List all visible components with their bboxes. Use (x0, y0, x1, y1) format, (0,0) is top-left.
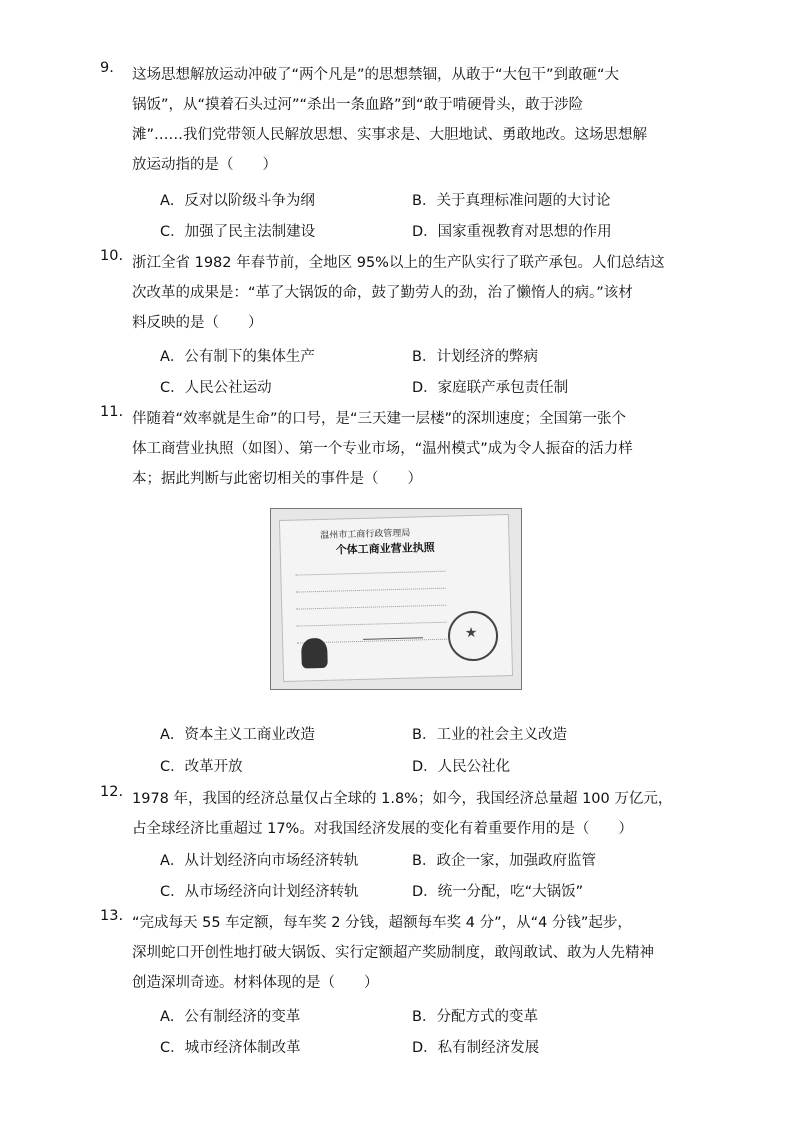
question-text-line: 伴随着“效率就是生命”的口号，是“三天建一层楼”的深圳速度；全国第一张个 (132, 411, 627, 427)
question-text-line: “完成每天 55 车定额，每车奖 2 分钱，超额每车奖 4 分”，从“4 分钱”起步， (132, 915, 632, 931)
question-text-line: 放运动指的是（ ） (132, 157, 277, 173)
option-a: A．从计划经济向市场经济转轨 (160, 853, 359, 869)
option-d: D．统一分配，吃“大锅饭” (412, 884, 584, 900)
question-number: 10. (100, 248, 124, 264)
option-d: D．人民公社化 (412, 759, 511, 775)
option-b: B．分配方式的变革 (412, 1009, 538, 1025)
option-c: C．从市场经济向计划经济转轨 (160, 884, 359, 900)
question-10 (100, 248, 672, 338)
option-d: D．家庭联产承包责任制 (412, 380, 569, 396)
question-text-line: 料反映的是（ ） (132, 315, 263, 331)
option-c: C．改革开放 (160, 759, 243, 775)
option-c: C．城市经济体制改革 (160, 1040, 301, 1056)
option-a: A．公有制经济的变革 (160, 1009, 301, 1025)
question-text-line: 锅饭”，从“摸着石头过河”“杀出一条血路”到“敢于啃硬骨头，敢于涉险 (132, 97, 584, 113)
question-number: 13. (100, 908, 124, 924)
option-b: B．工业的社会主义改造 (412, 727, 567, 743)
license-title: 个体工商业营业执照 (335, 540, 435, 557)
option-d: D．私有制经济发展 (412, 1040, 540, 1056)
question-number: 12. (100, 784, 124, 800)
business-license-photo (270, 508, 522, 690)
license-issuer: 温州市工商行政管理局 (320, 528, 411, 541)
question-9 (100, 60, 672, 180)
option-c: C．人民公社运动 (160, 380, 272, 396)
option-a: A．公有制下的集体生产 (160, 349, 315, 365)
question-number: 9. (100, 60, 114, 76)
option-d: D．国家重视教育对思想的作用 (412, 224, 612, 240)
question-number: 11. (100, 404, 124, 420)
option-b: B．关于真理标准问题的大讨论 (412, 193, 611, 209)
question-text-line: 深圳蛇口开创性地打破大锅饭、实行定额超产奖励制度，敢闯敢试、敢为人先精神 (132, 945, 654, 961)
question-text-line: 浙江全省 1982 年春节前，全地区 95%以上的生产队实行了联产承包。人们总结这 (132, 255, 665, 271)
option-b: B．政企一家，加强政府监管 (412, 853, 596, 869)
question-12 (100, 784, 673, 844)
option-a: A．资本主义工商业改造 (160, 727, 315, 743)
question-text-line: 体工商营业执照（如图）、第一个专业市场，“温州模式”成为令人振奋的活力样 (132, 441, 633, 457)
question-text-line: 占全球经济比重超过 17%。对我国经济发展的变化有着重要作用的是（ ） (132, 821, 633, 837)
portrait-photo (301, 638, 328, 669)
option-a: A．反对以阶级斗争为纲 (160, 193, 315, 209)
question-text-line: 这场思想解放运动冲破了“两个凡是”的思想禁锢，从敢于“大包干”到敢砸“大 (132, 67, 620, 83)
question-text-line: 1978 年，我国的经济总量仅占全球的 1.8%；如今，我国经济总量超 100 万亿元， (132, 791, 673, 807)
question-text-line: 创造深圳奇迹。材料体现的是（ ） (132, 975, 379, 991)
star-icon: ★ (464, 624, 478, 642)
license-card (279, 514, 513, 682)
official-seal (447, 610, 498, 661)
option-b: B．计划经济的弊病 (412, 349, 538, 365)
question-text-line: 次改革的成果是：“革了大锅饭的命，鼓了勤劳人的劲，治了懒惰人的病。”该材 (132, 285, 633, 301)
question-text-line: 本；据此判断与此密切相关的事件是（ ） (132, 471, 422, 487)
question-11 (100, 404, 672, 494)
question-13 (100, 908, 672, 998)
question-text-line: 滩”……我们党带领人民解放思想、实事求是、大胆地试、勇敢地改。这场思想解 (132, 127, 648, 143)
signature-line (363, 627, 423, 640)
option-c: C．加强了民主法制建设 (160, 224, 316, 240)
